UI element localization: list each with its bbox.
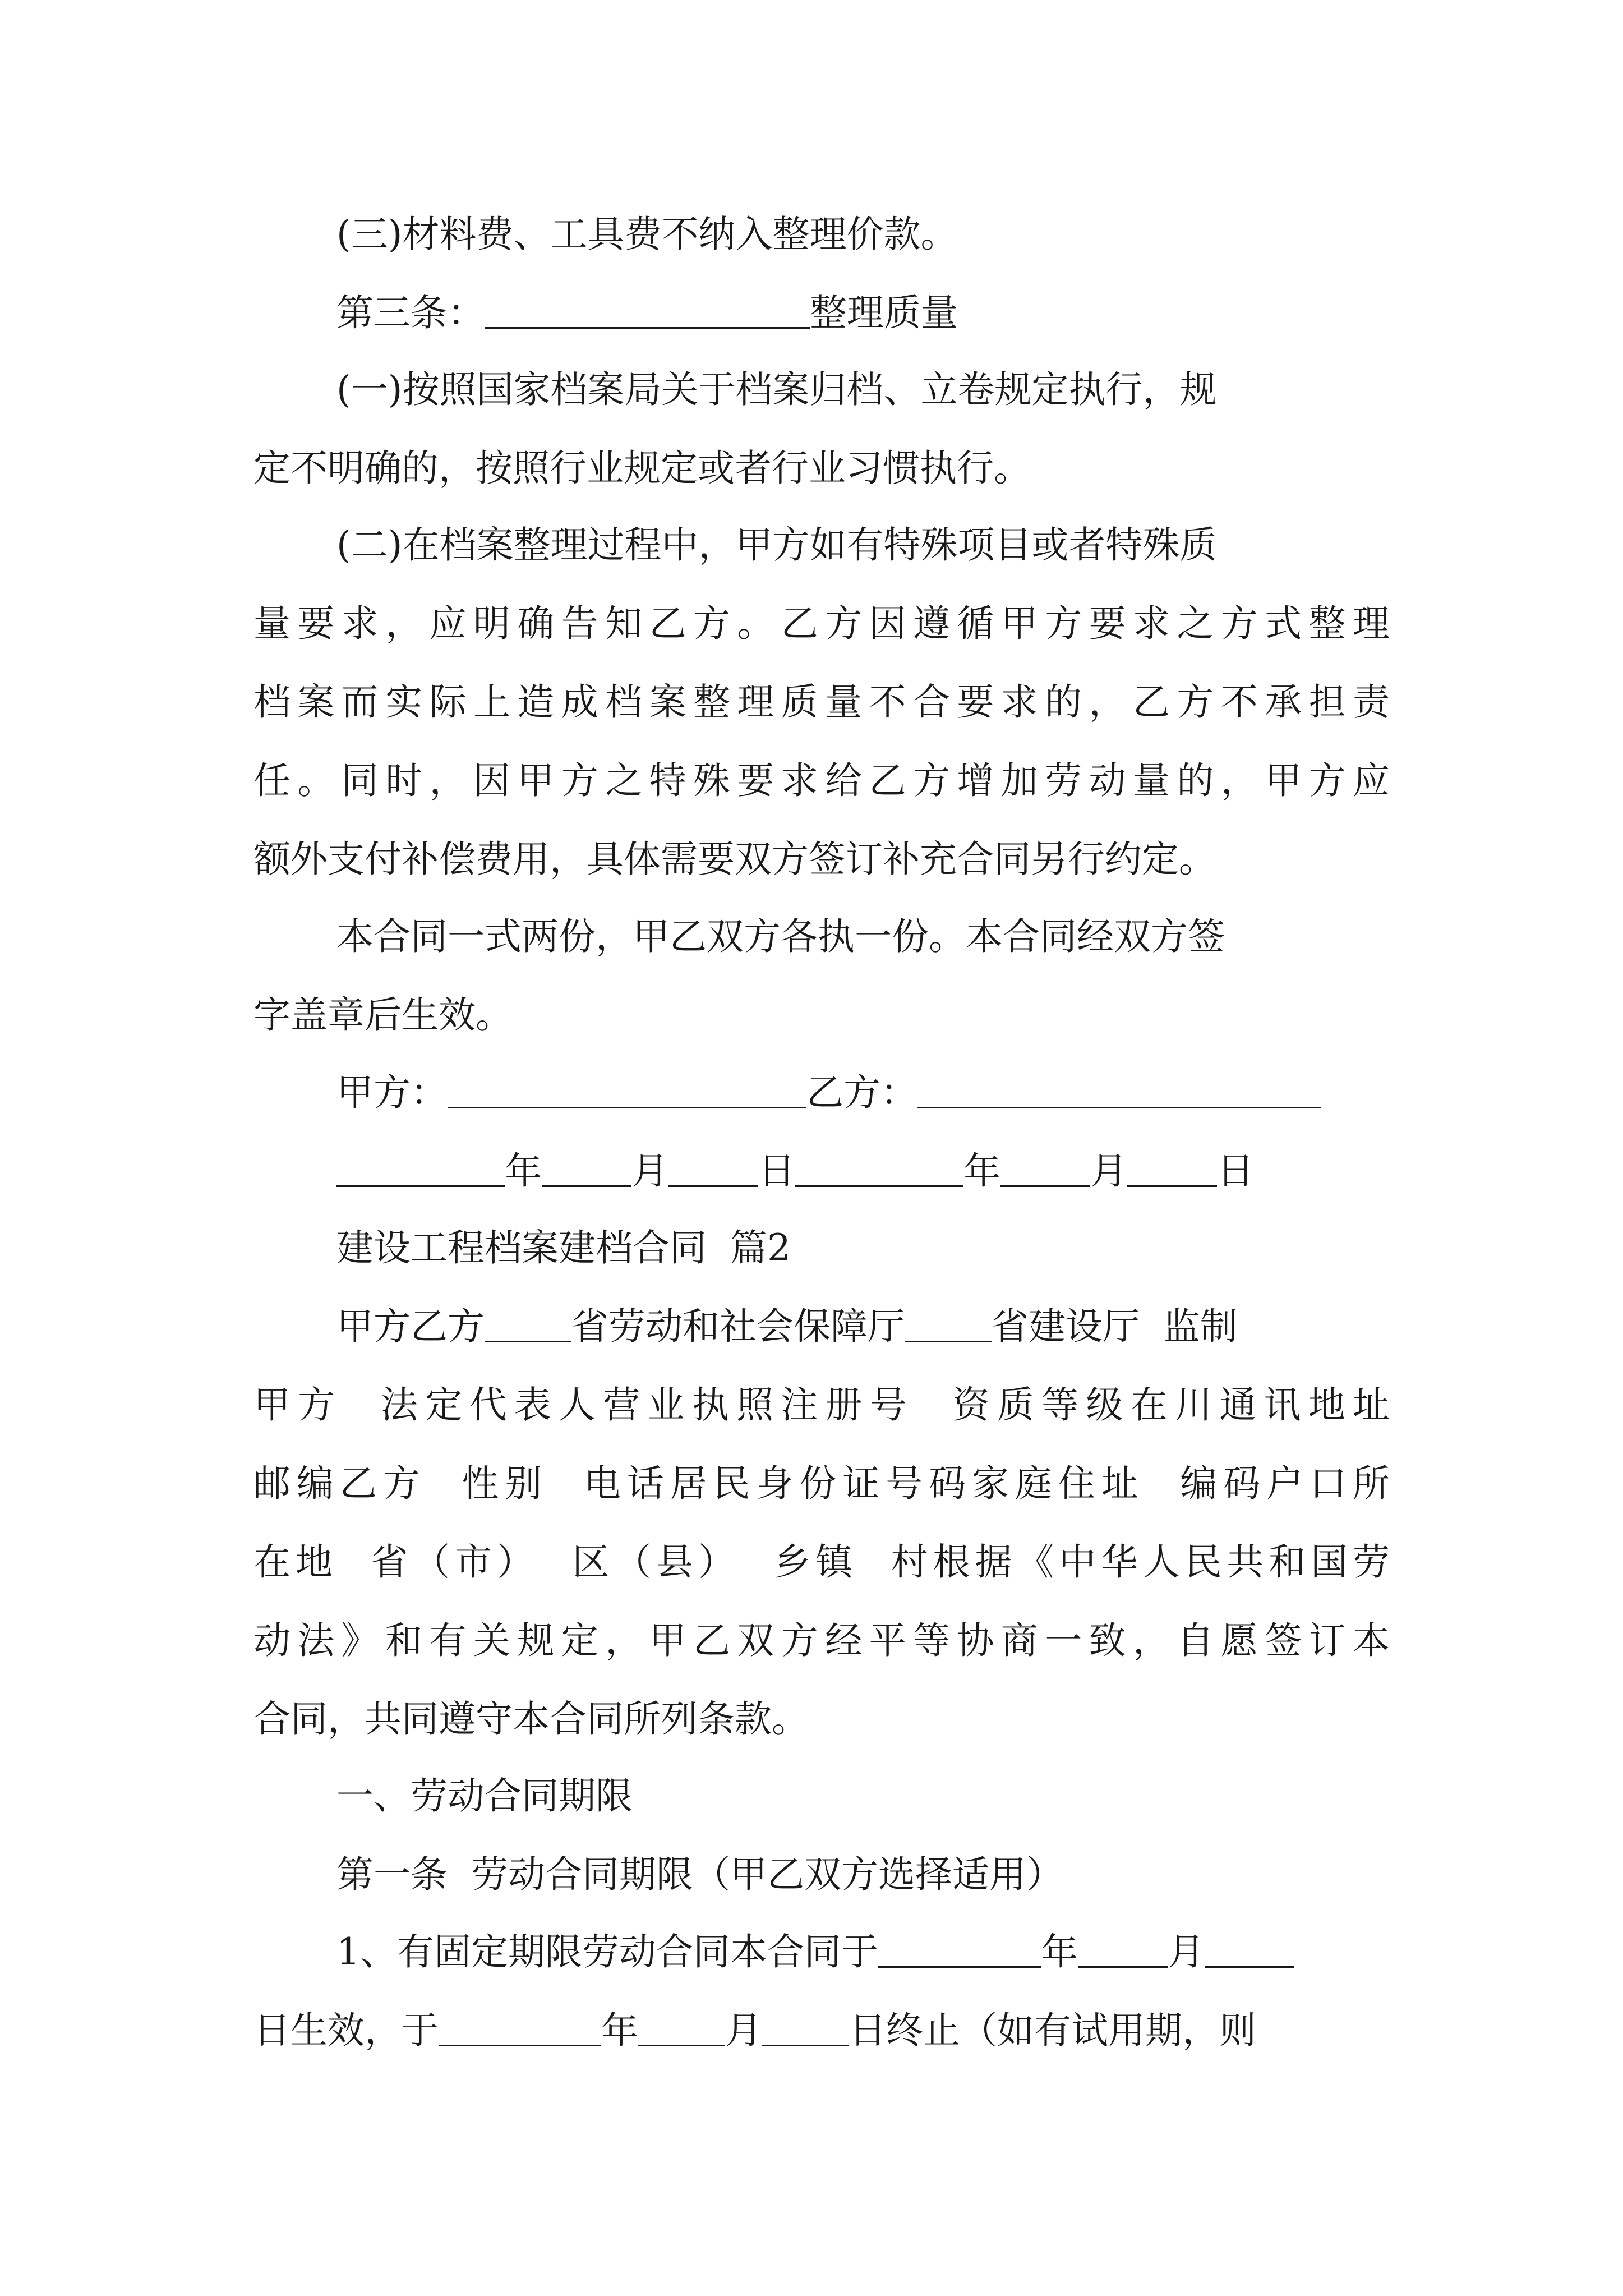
text-line: (一)按照国家档案局关于档案归档、立卷规定执行，规 (336, 368, 1217, 411)
text-line: 甲方 法定代表人营业执照注册号 资质等级在川通讯地址 (253, 1383, 1390, 1427)
blank-field (485, 1307, 571, 1342)
text-span: 省建设厅 监制 (992, 1305, 1237, 1348)
text-span: 年 (1041, 1930, 1078, 1973)
blank-field (905, 1307, 992, 1342)
text-span: 年 (505, 1149, 542, 1193)
text-span: 省劳动和社会保障厅 (571, 1305, 905, 1348)
text-span: 第三条： (336, 291, 485, 334)
text-span: 日 (758, 1149, 795, 1193)
blank-field (1078, 1932, 1168, 1968)
text-span: 年 (601, 2009, 638, 2052)
text-span: 月 (1168, 1930, 1205, 1973)
text-span: 1、有固定期限劳动合同本合同于 (336, 1930, 878, 1973)
text-line: 额外支付补偿费用，具体需要双方签订补充合同另行约定。 (253, 838, 1216, 881)
blank-field (638, 2011, 725, 2046)
text-span: 月 (1090, 1149, 1127, 1193)
party-b-label: 乙方： (806, 1071, 917, 1114)
blank-field (668, 1152, 758, 1187)
blank-field (485, 293, 810, 329)
text-line: 动法》和有关规定，甲乙双方经平等协商一致，自愿签订本 (253, 1619, 1390, 1662)
blank-field (1000, 1152, 1090, 1187)
blank-field (878, 1932, 1041, 1968)
text-span: 整理质量 (810, 291, 958, 334)
text-line: 一、劳动合同期限 (336, 1774, 633, 1818)
text-span: 甲方乙方 (336, 1305, 485, 1348)
section-heading: 建设工程档案建档合同 篇2 (336, 1226, 791, 1269)
text-line: 在地 省（市） 区（县） 乡镇 村根据《中华人民共和国劳 (253, 1540, 1390, 1584)
text-line: 本合同一式两份，甲乙双方各执一份。本合同经双方签 (336, 915, 1225, 958)
date-line (336, 1149, 1254, 1194)
blank-field (336, 1152, 505, 1187)
blank-field (542, 1152, 631, 1187)
text-span: 月 (725, 2009, 762, 2052)
text-line: 档案而实际上造成档案整理质量不合要求的，乙方不承担责 (253, 680, 1390, 724)
text-line: (三)材料费、工具费不纳入整理价款。 (336, 213, 958, 256)
text-line: 量要求，应明确告知乙方。乙方因遵循甲方要求之方式整理 (253, 602, 1390, 645)
text-line: 邮编乙方 性别 电话居民身份证号码家庭住址 编码户口所 (253, 1462, 1390, 1505)
text-line: 第一条 劳动合同期限（甲乙双方选择适用） (336, 1853, 1063, 1896)
blank-field (762, 2011, 849, 2046)
text-line (336, 1304, 1237, 1349)
blank-field (1127, 1152, 1217, 1187)
text-line: 任。同时，因甲方之特殊要求给乙方增加劳动量的，甲方应 (253, 759, 1390, 802)
text-span: 日生效，于 (253, 2009, 439, 2052)
text-line: 合同，共同遵守本合同所列条款。 (253, 1697, 809, 1741)
blank-field (1205, 1932, 1294, 1968)
blank-field (439, 2011, 601, 2046)
text-span: 日 (1217, 1149, 1254, 1193)
party-a-blank (448, 1073, 806, 1108)
text-line: 字盖章后生效。 (253, 993, 513, 1037)
party-b-blank (917, 1073, 1321, 1108)
signature-line (336, 1070, 1321, 1115)
text-line: (二)在档案整理过程中，甲方如有特殊项目或者特殊质 (336, 523, 1217, 567)
text-line (253, 2008, 1256, 2053)
text-line: 定不明确的，按照行业规定或者行业习惯执行。 (253, 447, 1031, 490)
text-line (336, 291, 958, 335)
party-a-label: 甲方： (336, 1071, 448, 1114)
text-span: 月 (631, 1149, 668, 1193)
text-line (336, 1930, 1294, 1975)
text-span: 年 (963, 1149, 1000, 1193)
blank-field (795, 1152, 963, 1187)
text-span: 日终止（如有试用期，则 (849, 2009, 1256, 2052)
